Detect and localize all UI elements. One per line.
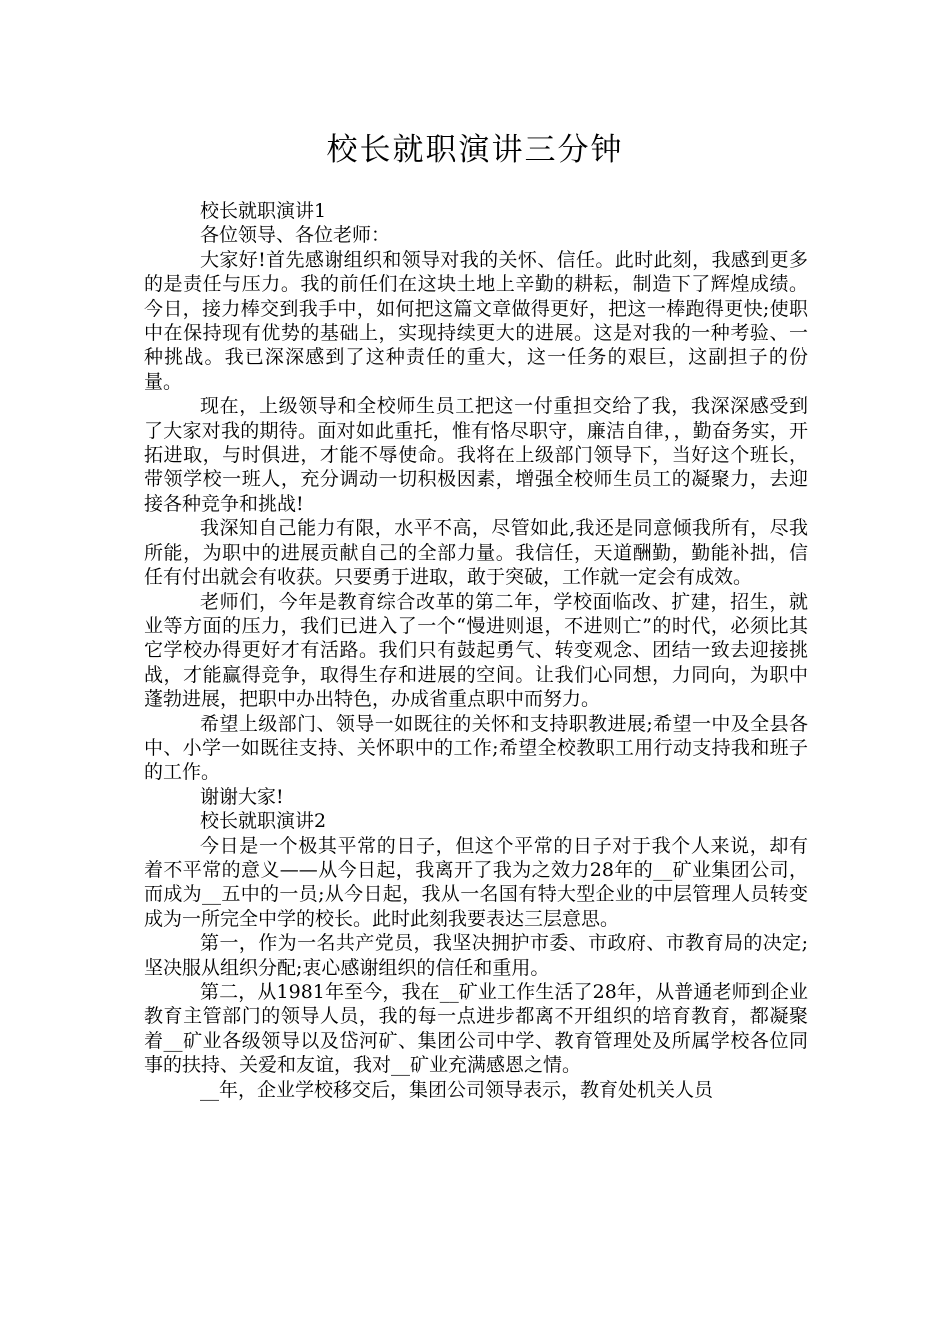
section-line: 校长就职演讲1 [200, 200, 327, 222]
document-title: 校长就职演讲三分钟 [326, 132, 624, 168]
paragraph: 大家好!首先感谢组织和领导对我的关怀、信任。此时此刻，我感到更多的是责任与压力。我的前任们在这块土地上辛勤的耕耘，制造下了辉煌成绩。今日，接力棒交到我手中，如何把这篇文章做得更好，把这一棒跑得更快;使职中在保持现有优势的基础上，实现持续更大的进展。这是对我的一种考验、一种挑战。我已深深感到了这种责任的重大，这一任务的艰巨，这副担子的份量。 [144, 248, 808, 393]
document-body [144, 199, 808, 1102]
section-line: 各位领导、各位老师： [200, 224, 391, 247]
section-line: 谢谢大家! [200, 785, 284, 808]
paragraph: 第二，从1981年至今，我在__矿业工作生活了28年，从普通老师到企业教育主管部门的领导人员，我的每一点进步都离不开组织的培育教育，都凝聚着__矿业各级领导以及岱河矿、集团公司中学、教育管理处及所属学校各位同事的扶持、关爱和友谊，我对__矿业充满感恩之情。 [144, 981, 808, 1077]
section-line: 校长就职演讲2 [200, 810, 327, 833]
paragraph: 第一，作为一名共产党员，我坚决拥护市委、市政府、市教育局的决定;坚决服从组织分配;衷心感谢组织的信任和重用。 [144, 932, 808, 979]
paragraph: 老师们，今年是教育综合改革的第二年，学校面临改、扩建，招生，就业等方面的压力，我们已进入了一个“慢进则退，不进则亡”的时代，必须比其它学校办得更好才有活路。我们只有鼓起勇气、转变观念、团结一致去迎接挑战，才能赢得竞争，取得生存和进展的空间。让我们心同想，力同向，为职中蓬勃进展，把职中办出特色，办成省重点职中而努力。 [144, 590, 808, 711]
paragraph: 我深知自己能力有限，水平不高，尽管如此,我还是同意倾我所有，尽我所能，为职中的进展贡献自己的全部力量。我信任，天道酬勤，勤能补拙，信任有付出就会有收获。只要勇于进取，敢于突破，工作就一定会有成效。 [144, 517, 808, 589]
paragraph: 现在，上级领导和全校师生员工把这一付重担交给了我，我深深感受到了大家对我的期待。面对如此重托，惟有恪尽职守，廉洁自律，，勤奋务实，开拓进取，与时俱进，才能不辱使命。我将在上级部门领导下，当好这个班长，带领学校一班人，充分调动一切积极因素，增强全校师生员工的凝聚力，去迎接各种竞争和挑战! [144, 395, 808, 515]
paragraph: 希望上级部门、领导一如既往的关怀和支持职教进展;希望一中及全县各中、小学一如既往支持、关怀职中的工作;希望全校教职工用行动支持我和班子的工作。 [144, 712, 808, 784]
paragraph: __年，企业学校移交后，集团公司领导表示，教育处机关人员 [200, 1078, 714, 1101]
paragraph: 今日是一个极其平常的日子，但这个平常的日子对于我个人来说，却有着不平常的意义——从今日起，我离开了我为之效力28年的__矿业集团公司，而成为__五中的一员;从今日起，我从一名国有特大型企业的中层管理人员转变成为一所完全中学的校长。此时此刻我要表达三层意思。 [144, 834, 808, 930]
